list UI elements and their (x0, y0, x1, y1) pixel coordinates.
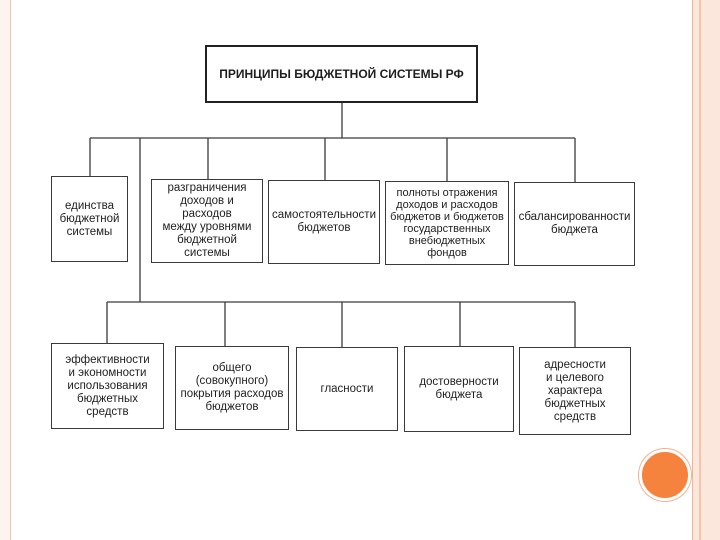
principle-label: гласности (320, 382, 374, 395)
principle-label: достоверности бюджета (419, 376, 499, 401)
diagram-title: ПРИНЦИПЫ БЮДЖЕТНОЙ СИСТЕМЫ РФ (219, 66, 464, 81)
principle-box-targeting (519, 347, 631, 435)
principle-label: эффективности и экономности использования бюджетных средств (65, 353, 150, 418)
principle-label: полноты отражения доходов и расходов бюджетов и бюджетов государственных внебюджетных фондов (390, 187, 504, 259)
principle-label: единства бюджетной системы (59, 199, 120, 238)
principle-label: самостоятельности бюджетов (272, 209, 376, 234)
principle-box-transparency (296, 347, 398, 431)
principle-box-unity (51, 176, 128, 262)
diagram-title-box (205, 45, 478, 103)
principle-box-total-coverage (175, 346, 289, 430)
principle-label: сбалансированности бюджета (518, 211, 631, 236)
principle-box-efficiency (51, 343, 164, 429)
principle-box-completeness (385, 181, 509, 265)
principle-box-independence (268, 180, 380, 264)
principle-box-reliability (404, 346, 514, 432)
principle-box-delimitation (151, 179, 263, 263)
principle-box-balance (514, 182, 635, 266)
principle-label: разграничения доходов и расходов между уровнями бюджетной системы (162, 182, 252, 259)
principle-label: адресности и целевого характера бюджетных средств (544, 358, 606, 423)
principle-label: общего (совокупного) покрытия расходов бюджетов (180, 362, 284, 413)
